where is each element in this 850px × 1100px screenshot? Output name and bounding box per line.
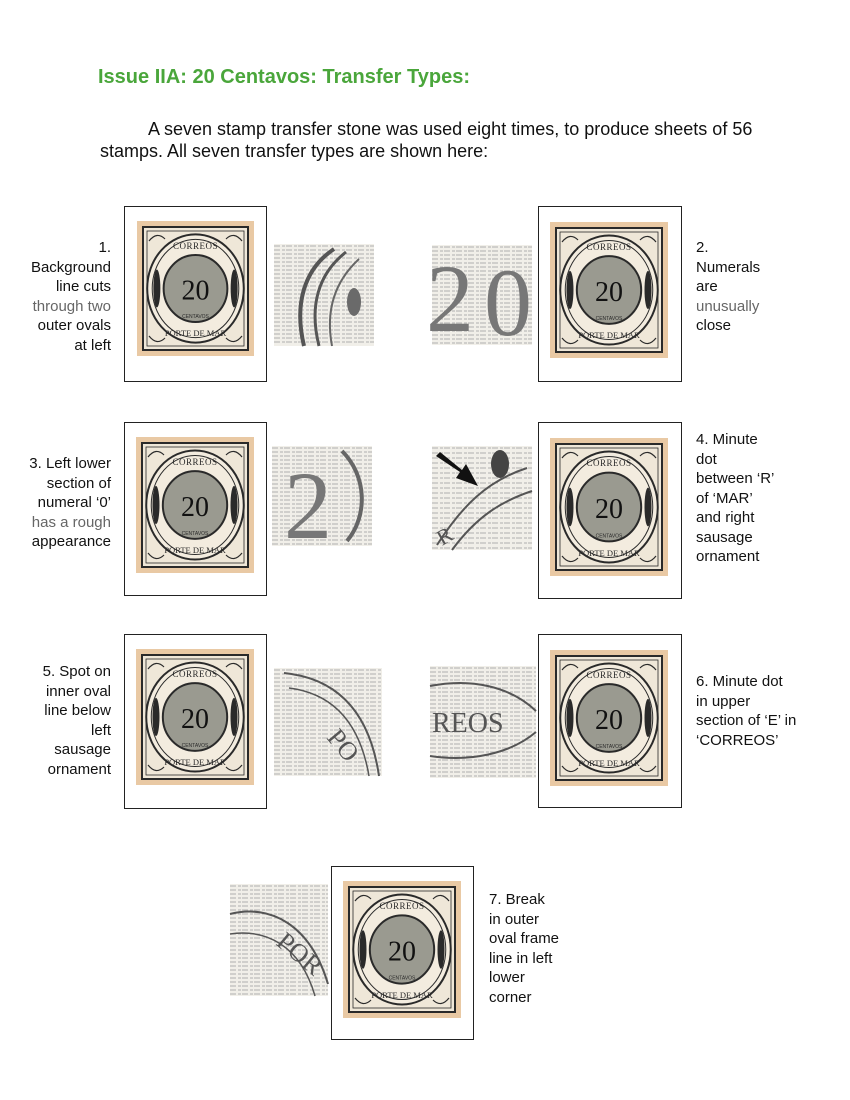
detail-image-type-7 <box>230 884 328 996</box>
stamp-image-type-6 <box>550 650 668 786</box>
svg-text:PORTE DE MAR: PORTE DE MAR <box>578 758 640 768</box>
svg-text:20: 20 <box>595 494 623 525</box>
svg-text:R: R <box>432 521 458 551</box>
svg-text:CENTAVOS: CENTAVOS <box>182 314 209 321</box>
intro-paragraph: A seven stamp transfer stone was used eight times, to produce sheets of 56 stamps. All seven transfer types are shown here: <box>100 119 753 161</box>
svg-text:CENTAVOS: CENTAVOS <box>595 533 623 540</box>
stamp-image-type-1 <box>137 221 254 356</box>
svg-text:POR: POR <box>271 926 329 982</box>
detail-image-type-3 <box>272 446 372 559</box>
svg-text:CENTAVOS: CENTAVOS <box>595 743 623 750</box>
svg-text:CORREOS: CORREOS <box>172 241 219 251</box>
svg-text:PORTE DE MAR: PORTE DE MAR <box>578 548 640 558</box>
svg-text:CENTAVOS: CENTAVOS <box>388 975 416 982</box>
svg-text:PORTE DE MAR: PORTE DE MAR <box>164 545 226 555</box>
svg-text:CORREOS: CORREOS <box>586 458 632 468</box>
svg-text:20: 20 <box>181 704 209 735</box>
caption-type-5: 5. Spot on inner oval line below left sausage ornament <box>42 663 111 778</box>
svg-text:2: 2 <box>426 245 474 352</box>
stamp-image-type-3 <box>136 437 254 573</box>
svg-text:PORTE DE MAR: PORTE DE MAR <box>164 328 227 338</box>
caption-type-1: 1. Background line cuts through two outer ovals at left <box>30 239 111 354</box>
caption-type-3: 3. Left lower section of numeral ‘0’ has a rough appearance <box>29 455 111 550</box>
stamp-image-type-4 <box>550 438 668 576</box>
svg-text:CORREOS: CORREOS <box>379 901 425 911</box>
detail-image-type-2 <box>426 245 532 356</box>
stamp-image-type-2 <box>550 222 668 358</box>
caption-type-2: 2. Numerals are unusually close <box>696 239 761 334</box>
svg-text:PORTE DE MAR: PORTE DE MAR <box>578 330 640 340</box>
svg-text:CORREOS: CORREOS <box>172 457 218 467</box>
svg-text:20: 20 <box>388 936 416 968</box>
detail-image-type-4 <box>432 446 532 550</box>
stamp-image-type-5 <box>136 649 254 785</box>
caption-type-6: 6. Minute dot in upper section of ‘E’ in ‘CORREOS’ <box>696 673 797 749</box>
caption-type-7: 7. Break in outer oval frame line in left lower corner <box>489 891 560 1006</box>
detail-image-type-1 <box>274 244 374 346</box>
page-title: Issue IIA: 20 Centavos: Transfer Types: <box>98 66 470 88</box>
svg-text:PO: PO <box>321 723 365 768</box>
svg-text:PORTE DE MAR: PORTE DE MAR <box>371 990 433 1000</box>
stamp-image-type-7 <box>343 881 461 1018</box>
svg-text:CENTAVOS: CENTAVOS <box>181 742 209 749</box>
svg-text:2: 2 <box>284 452 332 559</box>
svg-text:REOS: REOS <box>432 708 504 739</box>
svg-text:0: 0 <box>484 249 532 356</box>
svg-text:20: 20 <box>595 277 623 308</box>
svg-text:20: 20 <box>595 705 623 736</box>
detail-image-type-5 <box>274 668 382 776</box>
caption-type-4: 4. Minute dot between ‘R’ of ‘MAR’ and right sausage ornament <box>696 431 775 565</box>
svg-text:20: 20 <box>181 275 210 307</box>
svg-text:CENTAVOS: CENTAVOS <box>181 530 209 537</box>
svg-text:20: 20 <box>181 492 209 523</box>
detail-image-type-6 <box>430 666 536 778</box>
svg-text:CENTAVOS: CENTAVOS <box>595 315 623 322</box>
svg-text:CORREOS: CORREOS <box>172 669 218 679</box>
svg-text:CORREOS: CORREOS <box>586 242 632 252</box>
svg-text:PORTE DE MAR: PORTE DE MAR <box>164 757 226 767</box>
svg-text:CORREOS: CORREOS <box>586 670 632 680</box>
